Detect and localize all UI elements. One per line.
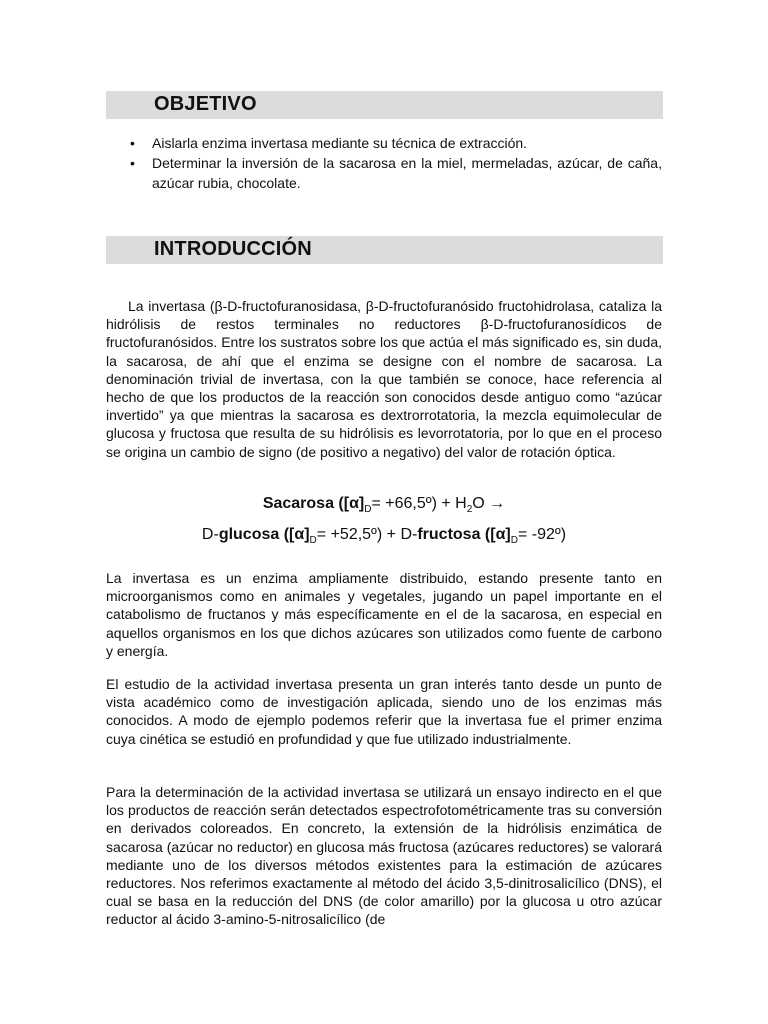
- list-item: [106, 133, 662, 153]
- intro-paragraph-3: El estudio de la actividad invertasa presenta un gran interés tanto desde un punto de vista académico como de investigación aplicada, siendo uno de los enzimas más conocidos. A modo de ejemplo podemos referir que la invertasa fue el primer enzima cuya cinética se estudió en profundidad y que fue utilizado industrialmente.: [106, 676, 662, 747]
- bullet-icon: •: [130, 155, 135, 171]
- intro-paragraph-2: La invertasa es un enzima ampliamente distribuido, estando presente tanto en microorganismos como en animales y vegetales, jugando un papel importante en el catabolismo de fructanos y más específicamente en el de la sacarosa, en especial en aquellos organismos en los que dichos azúcares son utilizados como fuente de carbono y energía.: [106, 570, 662, 659]
- objective-item-1: Aislarla enzima invertasa mediante su técnica de extracción.: [152, 135, 528, 151]
- objective-list: [106, 133, 662, 193]
- bullet-icon: •: [130, 135, 135, 151]
- intro-paragraph-1: La invertasa (β-D-fructofuranosidasa, β-D-fructofuranósido fructohidrolasa, cataliza la hidrólisis de restos terminales no reductores β-D-fructofuranosídicos de fructofuranósidos. Entre los sustratos sobre los que actúa el más significado es, sin duda, la sacarosa, de ahí que el enzima se designe con el nombre de sacarosa. La denominación trivial de invertasa, con la que también se conoce, hace referencia al hecho de que los productos de la reacción son conocidos desde antiguo como “azúcar invertido” ya que mientras la sacarosa es dextrorrotatoria, la mezcla equimolecular de glucosa y fructosa que resulta de su hidrólisis es levorrotatoria, por lo que en el proceso se origina un cambio de signo (de positivo a negativo) del valor de rotación óptica.: [106, 298, 662, 460]
- list-item: [106, 153, 662, 193]
- objective-item-2: Determinar la inversión de la sacarosa en la miel, mermeladas, azúcar, de caña, azúcar rubia, chocolate.: [152, 155, 662, 191]
- intro-paragraph-4: Para la determinación de la actividad invertasa se utilizará un ensayo indirecto en el que los productos de reacción serán detectados espectrofotométricamente tras su conversión en derivados coloreados. En concreto, la extensión de la hidrólisis enzimática de sacarosa (azúcar no reductor) en glucosa más fructosa (azúcares reductores) se valorará mediante uno de los diversos métodos existentes para la estimación de azúcares reductores. Nos referimos exactamente al método del ácido 3,5-dinitrosalicílico (DNS), el cual se basa en la reducción del DNS (de color amarillo) por la glucosa u otro azúcar reductor al ácido 3-amino-5-nitrosalicílico (de: [106, 784, 662, 928]
- section-header-introduccion: [106, 236, 663, 264]
- reaction-equation-line-2: D-glucosa ($[\alpha]_D=$ +52,5º) + D-fructosa ($[\alpha]_D=$ -92º): [201, 526, 567, 547]
- section-title-introduccion: INTRODUCCIÓN: [154, 238, 312, 260]
- reaction-equation-line-1: Sacarosa ($[\alpha]_D=$ +66,5º) + $H_2O$ →: [262, 495, 506, 516]
- section-header-objetivo: [106, 91, 663, 119]
- section-title-objetivo: OBJETIVO: [154, 93, 257, 115]
